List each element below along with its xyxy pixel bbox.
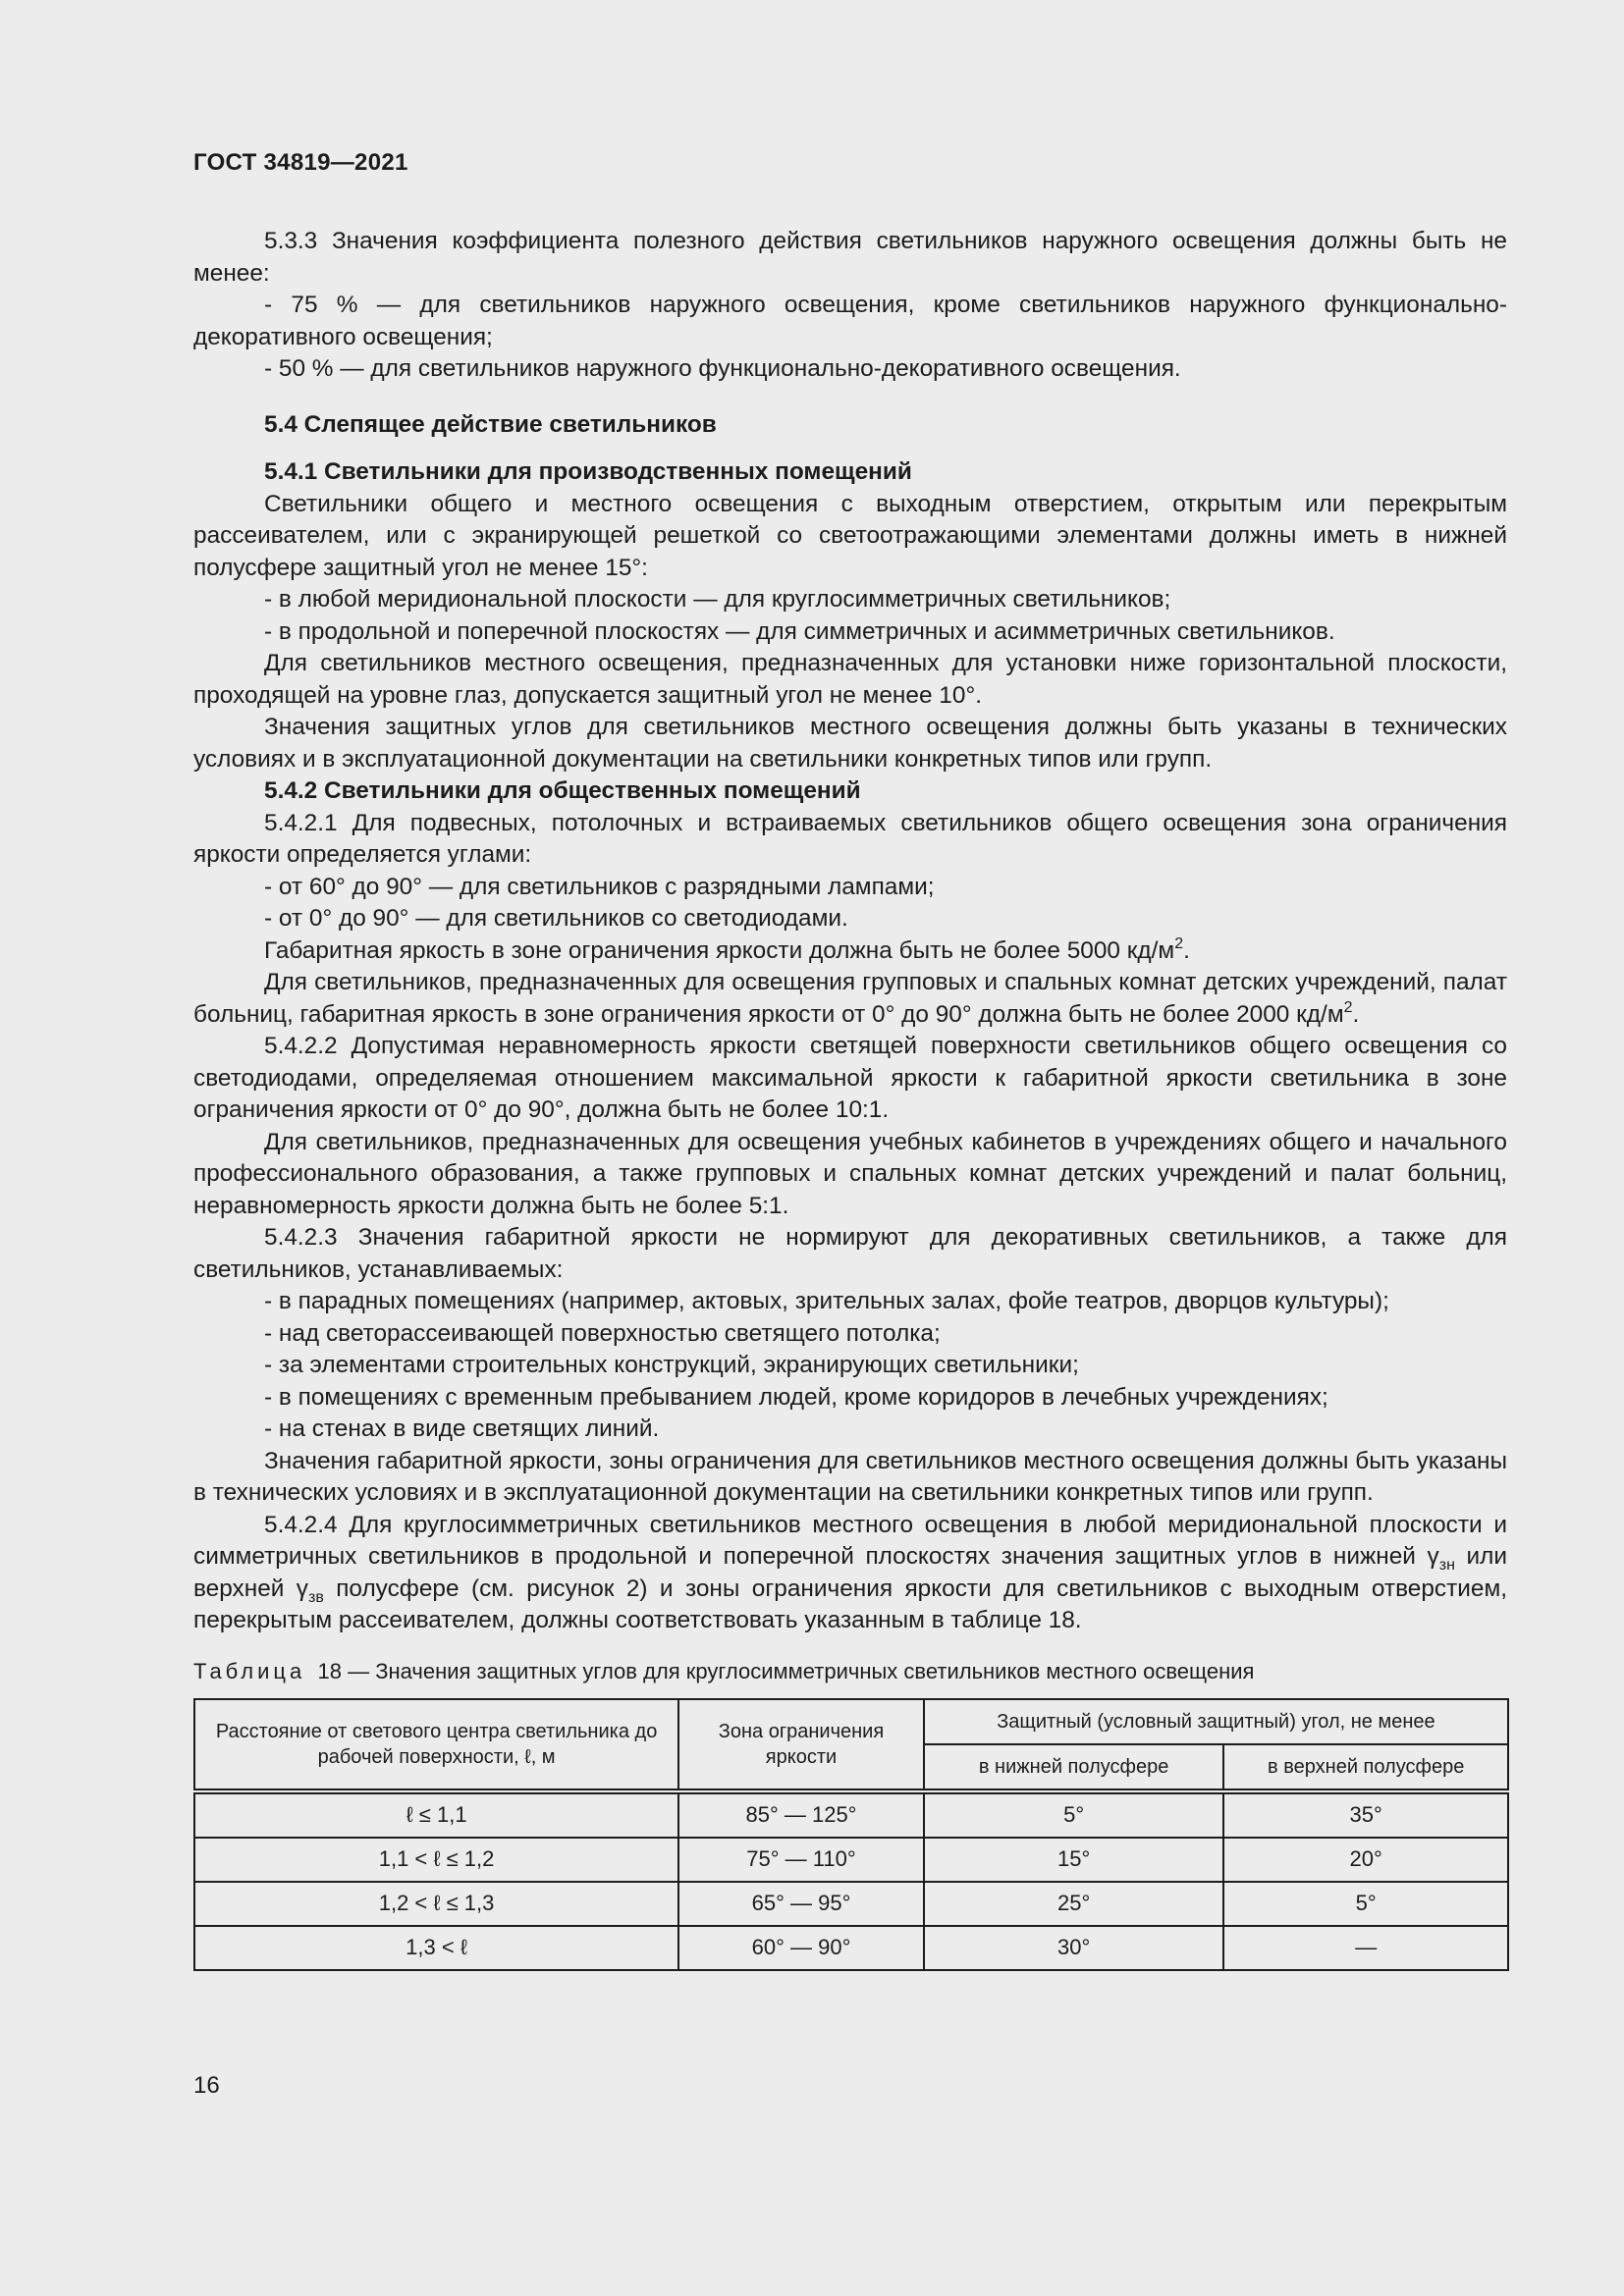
cell-upper: 20° <box>1223 1838 1508 1882</box>
list-item: - от 60° до 90° — для светильников с разрядными лампами; <box>264 873 935 900</box>
subscript: зв <box>307 1588 324 1606</box>
paragraph-text: . <box>1183 936 1190 964</box>
cell-distance: 1,2 < ℓ ≤ 1,3 <box>194 1882 678 1926</box>
cell-distance: 1,3 < ℓ <box>194 1926 678 1970</box>
cell-zone: 60° — 90° <box>678 1926 924 1970</box>
table-row <box>194 1838 1508 1882</box>
list-item: - на стенах в виде светящих линий. <box>264 1415 660 1442</box>
cell-lower: 30° <box>924 1926 1224 1970</box>
table-row <box>194 1791 1508 1838</box>
paragraph <box>193 935 1507 968</box>
column-header-upper-hemisphere: в верхней полусфере <box>1223 1744 1508 1791</box>
document-body <box>193 226 1507 1971</box>
table-row <box>194 1926 1508 1970</box>
paragraph: Светильники общего и местного освещения с выходным отверстием, открытым или перекрытым рассеивателем, или с экранирующей решеткой со светоотражающими элементами должны иметь в нижней полусфере защитный угол не менее 15°: <box>193 490 1507 581</box>
cell-zone: 85° — 125° <box>678 1791 924 1838</box>
document-header: ГОСТ 34819—2021 <box>193 149 408 176</box>
paragraph-text: 5.4.2.4 Для круглосимметричных светильников местного освещения в любой меридиональной плоскости и симметричных светильников в продольной и поперечной плоскостях значения защитных углов в нижней γ <box>193 1511 1507 1570</box>
table-18 <box>193 1698 1509 1971</box>
paragraph <box>193 967 1507 1031</box>
cell-lower: 25° <box>924 1882 1224 1926</box>
paragraph-text: Габаритная яркость в зоне ограничения яркости должна быть не более 5000 кд/м <box>264 936 1175 964</box>
list-item: - 50 % — для светильников наружного функционально-декоративного освещения. <box>264 355 1181 382</box>
paragraph: Значения защитных углов для светильников местного освещения должны быть указаны в технических условиях и в эксплуатационной документации на светильники конкретных типов или групп. <box>193 714 1507 773</box>
subsection-heading-5-4-1: 5.4.1 Светильники для производственных помещений <box>264 458 912 485</box>
cell-lower: 15° <box>924 1838 1224 1882</box>
paragraph: Для светильников местного освещения, предназначенных для установки ниже горизонтальной плоскости, проходящей на уровне глаз, допускается защитный угол не менее 10°. <box>193 650 1507 709</box>
superscript: 2 <box>1174 934 1184 952</box>
subsection-heading-5-4-2: 5.4.2 Светильники для общественных помещений <box>264 777 861 804</box>
column-header-protective-angle: Защитный (условный защитный) угол, не менее <box>924 1699 1508 1744</box>
cell-upper: 35° <box>1223 1791 1508 1838</box>
column-header-zone: Зона ограничения яркости <box>678 1699 924 1791</box>
cell-distance: 1,1 < ℓ ≤ 1,2 <box>194 1838 678 1882</box>
list-item: - в парадных помещениях (например, актовых, зрительных залах, фойе театров, дворцов культуры); <box>264 1288 1389 1314</box>
section-heading-5-4: 5.4 Слепящее действие светильников <box>264 410 717 438</box>
cell-upper: 5° <box>1223 1882 1508 1926</box>
table-row <box>194 1882 1508 1926</box>
paragraph-5-4-2-4 <box>193 1510 1507 1637</box>
paragraph-5-3-3: 5.3.3 Значения коэффициента полезного действия светильников наружного освещения должны быть не менее: <box>193 228 1507 287</box>
list-item: - 75 % — для светильников наружного освещения, кроме светильников наружного функционально-декоративного освещения; <box>193 292 1507 350</box>
list-item: - в продольной и поперечной плоскостях — для симметричных и асимметричных светильников. <box>264 617 1335 645</box>
paragraph-5-4-2-1: 5.4.2.1 Для подвесных, потолочных и встраиваемых светильников общего освещения зона ограничения яркости определяется углами: <box>193 809 1507 868</box>
column-header-lower-hemisphere: в нижней полусфере <box>924 1744 1224 1791</box>
cell-distance: ℓ ≤ 1,1 <box>194 1791 678 1838</box>
table-caption <box>193 1657 1507 1686</box>
paragraph-text: или верхней γ <box>193 1543 1507 1602</box>
paragraph-text: Для светильников, предназначенных для освещения групповых и спальных комнат детских учреждений, палат больниц, габаритная яркость в зоне ограничения яркости от 0° до 90° должна быть не более 2000 кд/м <box>193 969 1507 1028</box>
page-number: 16 <box>193 2072 220 2099</box>
cell-zone: 65° — 95° <box>678 1882 924 1926</box>
table-caption-label: Таблица <box>193 1658 306 1683</box>
list-item: - над светорассеивающей поверхностью светящего потолка; <box>264 1319 941 1347</box>
table-caption-text: 18 — Значения защитных углов для круглосимметричных светильников местного освещения <box>317 1658 1255 1683</box>
paragraph-5-4-2-3: 5.4.2.3 Значения габаритной яркости не нормируют для декоративных светильников, а также для светильников, устанавливаемых: <box>193 1224 1507 1283</box>
list-item: - за элементами строительных конструкций, экранирующих светильники; <box>264 1352 1079 1378</box>
paragraph-5-4-2-2: 5.4.2.2 Допустимая неравномерность яркости светящей поверхности светильников общего освещения со светодиодами, определяемая отношением максимальной яркости к габаритной яркости светильника в зоне ограничения яркости от 0° до 90°, должна быть не более 10:1. <box>193 1033 1507 1123</box>
list-item: - в любой меридиональной плоскости — для круглосимметричных светильников; <box>264 586 1171 613</box>
list-item: - от 0° до 90° — для светильников со светодиодами. <box>264 905 848 932</box>
paragraph-text: полусфере (см. рисунок 2) и зоны ограничения яркости для светильников с выходным отверстием, перекрытым рассеивателем, должны соответствовать указанным в таблице 18. <box>193 1575 1507 1633</box>
paragraph: Для светильников, предназначенных для освещения учебных кабинетов в учреждениях общего и начального профессионального образования, а также групповых и спальных комнат детских учреждений и палат больниц, неравномерность яркости должна быть не более 5:1. <box>193 1128 1507 1219</box>
paragraph-text: . <box>1352 1000 1360 1028</box>
paragraph: Значения габаритной яркости, зоны ограничения для светильников местного освещения должны быть указаны в технических условиях и в эксплуатационной документации на светильники конкретных типов или групп. <box>193 1447 1507 1506</box>
cell-zone: 75° — 110° <box>678 1838 924 1882</box>
subscript: зн <box>1438 1557 1455 1574</box>
cell-lower: 5° <box>924 1791 1224 1838</box>
column-header-distance: Расстояние от светового центра светильника до рабочей поверхности, ℓ, м <box>194 1699 678 1791</box>
list-item: - в помещениях с временным пребыванием людей, кроме коридоров в лечебных учреждениях; <box>264 1383 1328 1411</box>
superscript: 2 <box>1343 998 1353 1016</box>
cell-upper: — <box>1223 1926 1508 1970</box>
